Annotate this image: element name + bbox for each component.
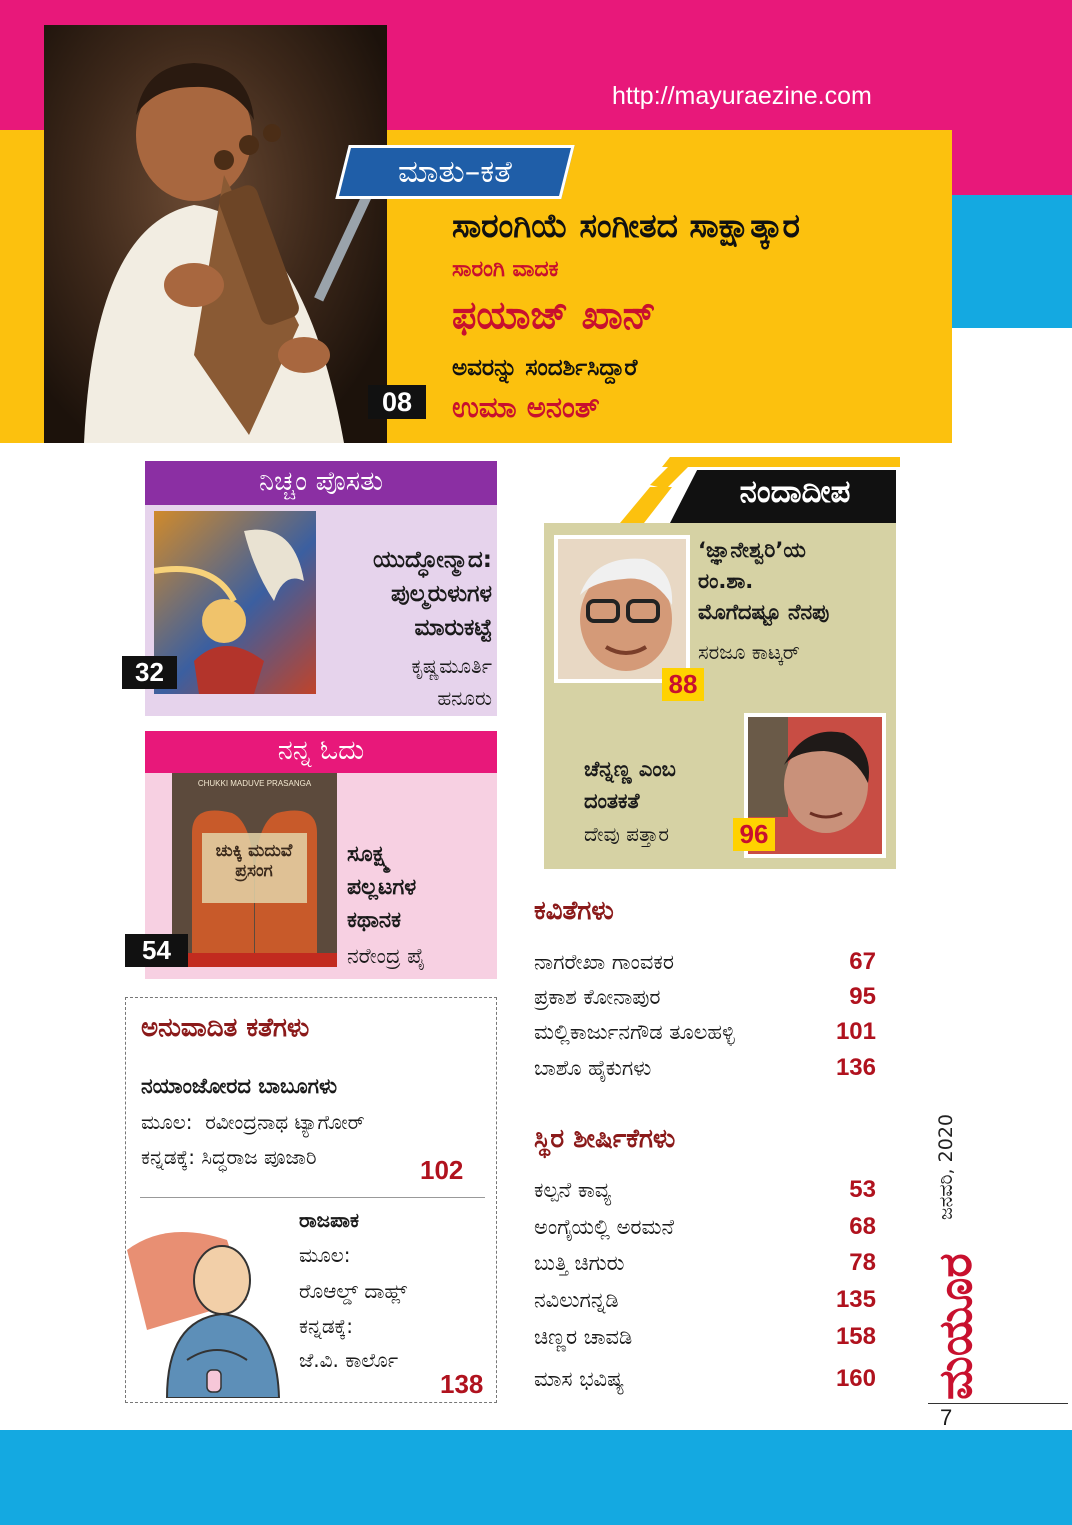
nandadeepa-item2-title-line: ಚೆನ್ನಣ್ಣ ಎಂಬ — [584, 757, 676, 781]
nandadeepa-page-96[interactable]: 96 — [733, 818, 775, 851]
feature-byline-intro: ಅವರನ್ನು ಸಂದರ್ಶಿಸಿದ್ದಾರೆ — [452, 355, 638, 381]
feature-title: ಸಾರಂಗಿಯೆ ಸಂಗೀತದ ಸಾಕ್ಷಾತ್ಕಾರ — [452, 206, 800, 245]
toc-page-number: 136 — [835, 1054, 876, 1081]
issue-date: ಜನವರಿ, 2020 — [935, 1114, 957, 1220]
sthira-item[interactable] — [534, 1215, 876, 1245]
anuvadita-story2-source-label: ಮೂಲ: — [299, 1243, 351, 1267]
nichcham-author-line: ಹನೂರು — [437, 686, 492, 710]
toc-page-number: 53 — [849, 1176, 876, 1203]
kavitegalu-item[interactable] — [534, 950, 876, 980]
sthira-item[interactable] — [534, 1251, 876, 1281]
book-cover — [172, 773, 337, 967]
nandadeepa-item1-title-line: ‘ಜ್ಞಾನೇಶ್ವರಿ’ಯ — [698, 538, 806, 562]
sthira-item[interactable] — [534, 1325, 876, 1355]
anuvadita-heading: ಅನುವಾದಿತ ಕತೆಗಳು — [141, 1013, 310, 1043]
nanna-odu-author: ನರೇಂದ್ರ ಪೈ — [347, 944, 425, 968]
nichcham-page-number[interactable]: 32 — [122, 656, 177, 689]
anuvadita-story2-translator-name: ಜೆ.ವಿ. ಕಾರ್ಲೊ — [299, 1348, 399, 1372]
nanna-odu-heading: ನನ್ನ ಓದು — [145, 731, 497, 773]
kavitegalu-item[interactable] — [534, 1020, 876, 1050]
nichcham-heading: ನಿಚ್ಚಂ ಪೊಸತು — [145, 461, 497, 505]
toc-label: ಕಲ್ಪನೆ ಕಾವ್ಯ — [534, 1178, 612, 1202]
sthira-heading: ಸ್ಥಿರ ಶೀರ್ಷಿಕೆಗಳು — [534, 1124, 676, 1154]
anuvadita-story1-title: ನಯಾಂಜೋರದ ಬಾಬೂಗಳು — [141, 1074, 338, 1098]
nandadeepa-item2-title — [584, 753, 676, 817]
rajapaka-illustration — [127, 1210, 297, 1398]
nanna-odu-title-line: ಪಲ್ಲಟಗಳ — [347, 875, 417, 900]
nanna-odu-title-line: ಸೂಕ್ಷ್ಮ — [347, 842, 390, 867]
footer-cyan-band — [0, 1430, 1072, 1525]
nandadeepa-heading: ನಂದಾದೀಪ — [739, 474, 851, 510]
sketch-man-illustration — [127, 1210, 297, 1398]
feature-page-number[interactable]: 08 — [368, 385, 426, 419]
toc-label: ಬಾಶೊ ಹೈಕುಗಳು — [534, 1056, 652, 1080]
nandadeepa-item1-title — [698, 535, 829, 628]
ram-sha-portrait — [554, 535, 690, 683]
toc-label: ನಾಗರೇಖಾ ಗಾಂವಕರ — [534, 950, 674, 974]
nandadeepa-item1-title-line: ಮೊಗೆದಷ್ಟೂ ನೆನಪು — [698, 600, 830, 624]
kavitegalu-item[interactable] — [534, 1056, 876, 1086]
toc-page-number: 67 — [849, 948, 876, 975]
toc-label: ನವಿಲುಗನ್ನಡಿ — [534, 1288, 619, 1312]
anuvadita-story2-page[interactable]: 138 — [440, 1369, 484, 1399]
header-cyan-band — [952, 195, 1072, 328]
nanna-odu-title — [347, 838, 416, 937]
sthira-item[interactable] — [534, 1178, 876, 1208]
nandadeepa-page-88[interactable]: 88 — [662, 668, 704, 701]
kavitegalu-item[interactable] — [534, 985, 876, 1015]
kavitegalu-heading: ಕವಿತೆಗಳು — [534, 896, 614, 926]
nandadeepa-item2-title-line: ದಂತಕತೆ — [584, 789, 640, 813]
footer-rule — [928, 1403, 1068, 1404]
anuvadita-story1-translator: ಕನ್ನಡಕ್ಕೆ: ಸಿದ್ಧರಾಜ ಪೂಜಾರಿ — [141, 1145, 317, 1169]
sarangi-player-illustration — [44, 25, 387, 443]
nandadeepa-item1-title-line: ರಂ.ಶಾ. — [698, 569, 754, 593]
anuvadita-story2-title: ರಾಜಪಾಕ — [299, 1208, 359, 1232]
toc-page-number: 101 — [835, 1018, 876, 1045]
book-cover-kannada-title: ಚುಕ್ಕಿ ಮದುವೆ ಪ್ರಸಂಗ — [215, 841, 293, 881]
anuvadita-story2-translator-label: ಕನ್ನಡಕ್ಕೆ: — [299, 1314, 353, 1338]
toc-page-number: 95 — [849, 983, 876, 1010]
page-number: 7 — [940, 1405, 953, 1430]
feature-subtitle: ಸಾರಂಗಿ ವಾದಕ — [452, 257, 559, 282]
feature-photo — [44, 25, 387, 443]
toc-label: ಚಿಣ್ಣರ ಚಾವಡಿ — [534, 1325, 633, 1349]
section-tag: ಮಾತು–ಕತೆ — [335, 145, 574, 199]
war-painting-illustration — [154, 511, 316, 694]
nichcham-title-line: ಮಾರುಕಟ್ಟೆ — [414, 615, 492, 641]
toc-page-number: 160 — [835, 1365, 876, 1392]
feature-person: ಫಯಾಜ್ ಖಾನ್ — [452, 293, 657, 337]
nichcham-title — [320, 543, 492, 645]
toc-label: ಮಾಸ ಭವಿಷ್ಯ — [534, 1367, 625, 1391]
sthira-item[interactable] — [534, 1288, 876, 1318]
book-cover-english-title: CHUKKI MADUVE PRASANGA — [197, 779, 312, 788]
nanna-odu-title-line: ಕಥಾನಕ — [347, 908, 402, 933]
toc-label: ಮಲ್ಲಿಕಾರ್ಜುನಗೌಡ ತೂಲಹಳ್ಳಿ — [534, 1020, 735, 1044]
toc-label: ಪ್ರಕಾಶ ಕೋನಾಪುರ — [534, 985, 661, 1009]
nandadeepa-item1-author: ಸರಜೂ ಕಾಟ್ಕರ್ — [698, 640, 800, 664]
mayura-logo: ಮಯೂರ — [928, 1253, 982, 1400]
nanna-odu-page-number[interactable]: 54 — [125, 934, 188, 967]
toc-page-number: 68 — [849, 1213, 876, 1240]
site-url[interactable]: http://mayuraezine.com — [612, 82, 872, 110]
anuvadita-story2-source-name: ರೊಆಲ್ಡ್ ದಾಹ್ಲ್ — [299, 1279, 408, 1303]
nichcham-artwork — [154, 511, 316, 694]
nichcham-author-line: ಕೃಷ್ಣಮೂರ್ತಿ — [411, 654, 492, 678]
anuvadita-story1-source: ಮೂಲ: ರವೀಂದ್ರನಾಥ ಟ್ಯಾಗೋರ್ — [141, 1110, 365, 1134]
toc-page-number: 158 — [835, 1323, 876, 1350]
nichcham-title-line: ಪುಲ್ಮರುಳುಗಳ — [391, 581, 492, 607]
toc-label: ಬುತ್ತಿ ಚಿಗುರು — [534, 1251, 625, 1275]
nichcham-author — [320, 650, 492, 714]
toc-page-number: 78 — [849, 1249, 876, 1276]
nandadeepa-photo1-frame — [554, 535, 690, 683]
anuvadita-divider — [140, 1197, 485, 1198]
toc-page-number: 135 — [835, 1286, 876, 1313]
anuvadita-story1-page[interactable]: 102 — [420, 1155, 464, 1185]
nichcham-title-line: ಯುದ್ಧೋನ್ಮಾದ: — [373, 547, 492, 573]
toc-label: ಅಂಗೈಯಲ್ಲಿ ಅರಮನೆ — [534, 1215, 675, 1239]
feature-author: ಉಮಾ ಅನಂತ್ — [452, 390, 600, 424]
nandadeepa-item2-author: ದೇವು ಪತ್ತಾರ — [584, 822, 669, 846]
sthira-item[interactable] — [534, 1367, 876, 1397]
